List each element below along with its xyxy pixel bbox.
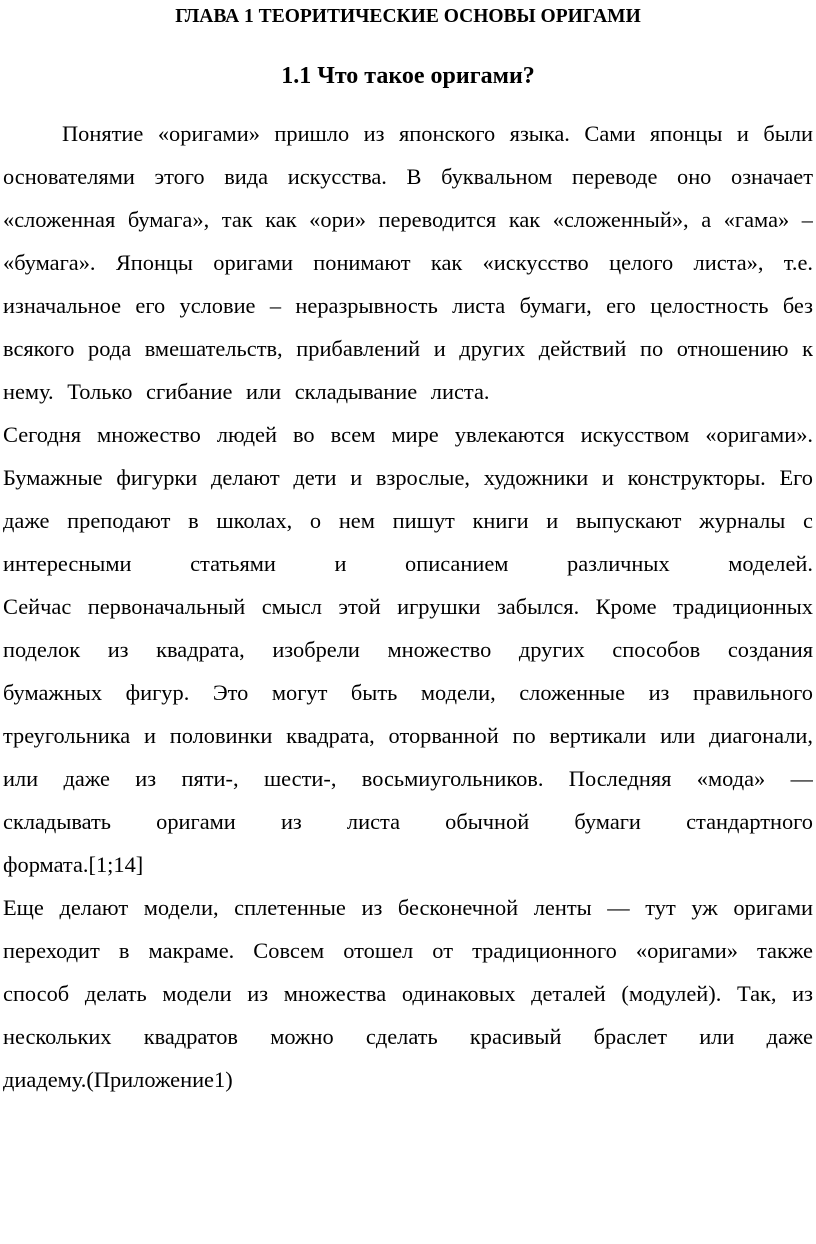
text-line: или даже из пяти-, шести-, восьмиугольников. Последняя «мода» — bbox=[3, 766, 813, 791]
text-line: Еще делают модели, сплетенные из бесконечной ленты — тут уж оригами bbox=[3, 895, 813, 920]
text-line: Сейчас первоначальный смысл этой игрушки забылся. Кроме традиционных bbox=[3, 594, 813, 619]
text-line: формата.[1;14] bbox=[3, 852, 144, 877]
text-line: треугольника и половинки квадрата, оторванной по вертикали или диагонали, bbox=[3, 723, 813, 748]
text-line: поделок из квадрата, изобрели множество других способов создания bbox=[3, 637, 813, 662]
text-line: основателями этого вида искусства. В буквальном переводе оно означает bbox=[3, 164, 813, 189]
text-line: диадему.(Приложение1) bbox=[3, 1067, 233, 1092]
text-line: изначальное его условие – неразрывность листа бумаги, его целостность без bbox=[3, 293, 813, 318]
text-line: способ делать модели из множества одинаковых деталей (модулей). Так, из bbox=[3, 981, 813, 1006]
text-line: нему. Только сгибание или складывание листа. bbox=[3, 379, 490, 404]
text-line: Бумажные фигурки делают дети и взрослые, художники и конструкторы. Его bbox=[3, 465, 813, 490]
text-line: переходит в макраме. Совсем отошел от традиционного «оригами» также bbox=[3, 938, 813, 963]
section-title: 1.1 Что такое оригами? bbox=[281, 63, 535, 89]
text-line: нескольких квадратов можно сделать красивый браслет или даже bbox=[3, 1024, 813, 1049]
text-line: Понятие «оригами» пришло из японского языка. Сами японцы и были bbox=[62, 121, 813, 146]
text-line: интересными статьями и описанием различных моделей. bbox=[3, 551, 813, 576]
text-line: «сложенная бумага», так как «ори» переводится как «сложенный», а «гама» – bbox=[3, 207, 813, 232]
text-line: всякого рода вмешательств, прибавлений и других действий по отношению к bbox=[3, 336, 813, 361]
text-line: складывать оригами из листа обычной бумаги стандартного bbox=[3, 809, 813, 834]
text-line: даже преподают в школах, о нем пишут книги и выпускают журналы с bbox=[3, 508, 813, 533]
chapter-title: ГЛАВА 1 ТЕОРИТИЧЕСКИЕ ОСНОВЫ ОРИГАМИ bbox=[175, 6, 641, 27]
text-line: Сегодня множество людей во всем мире увлекаются искусством «оригами». bbox=[3, 422, 813, 447]
text-line: «бумага». Японцы оригами понимают как «искусство целого листа», т.е. bbox=[3, 250, 813, 275]
text-line: бумажных фигур. Это могут быть модели, сложенные из правильного bbox=[3, 680, 813, 705]
